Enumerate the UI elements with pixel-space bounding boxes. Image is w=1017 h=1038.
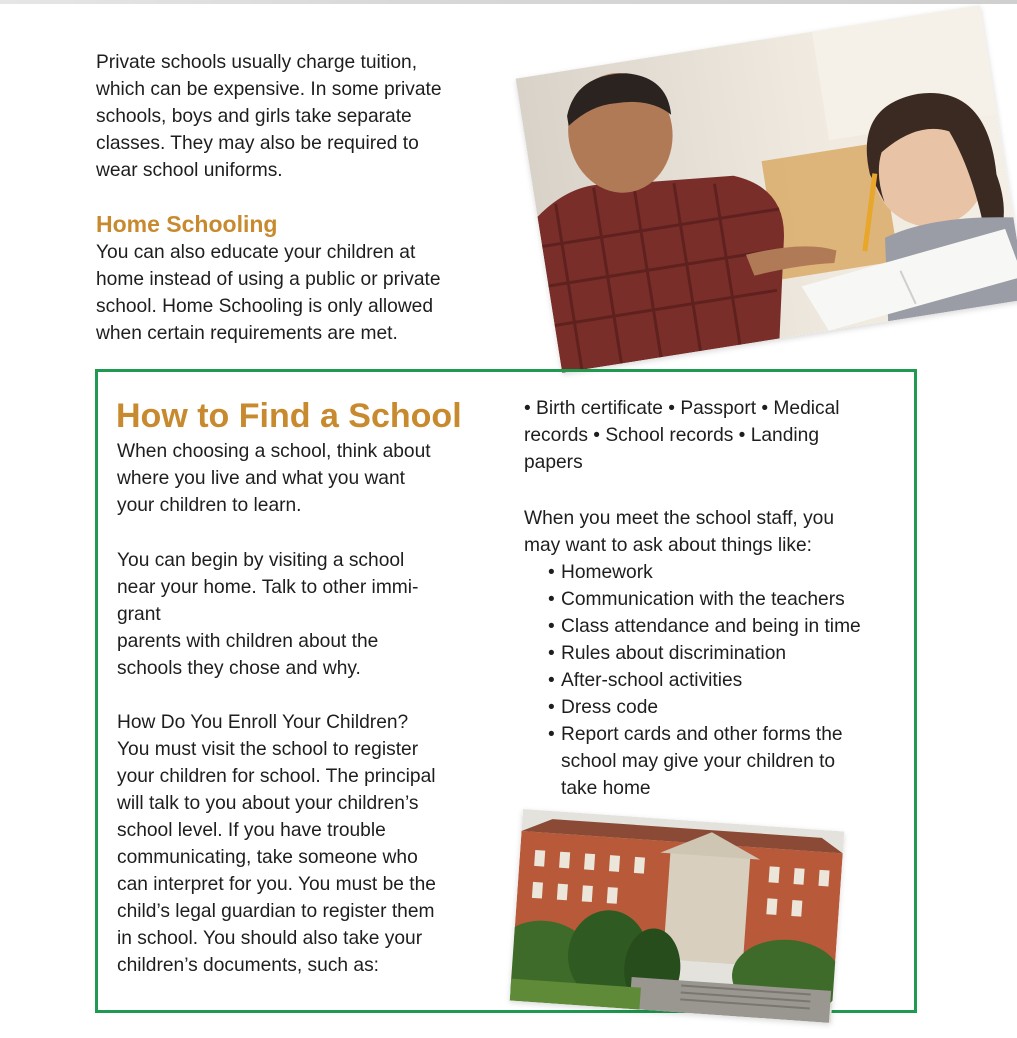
top-divider: [0, 0, 1017, 4]
list-item: • Rules about discrimination: [548, 640, 861, 667]
home-schooling-heading: Home Schooling: [96, 211, 278, 237]
private-schools-paragraph: Private schools usually charge tuition, which can be expensive. In some private schools, boys and girls take separate classes. They may also be required to wear school uniforms.: [96, 52, 442, 181]
list-item: • Communication with the teachers: [548, 586, 861, 613]
choosing-school-paragraph: When choosing a school, think about where you live and what you want your children to learn.: [117, 441, 431, 516]
list-item: • Report cards and other forms the school may give your children to take home: [548, 721, 861, 802]
documents-list: • Birth certificate • Passport • Medical records • School records • Landing papers: [524, 398, 840, 473]
homework-photo-illustration: [516, 5, 1017, 373]
how-to-find-school-title: How to Find a School: [116, 397, 462, 435]
list-item: • After-school activities: [548, 667, 861, 694]
enroll-question: How Do You Enroll Your Children?: [117, 712, 409, 733]
enroll-paragraph: You must visit the school to register your children for school. The principal will talk to you about your children’s school level. If you have trouble communicating, take someone who can interpret for you. You must be the child’s legal guardian to register them in school. You should also take your children’s documents, such as:: [117, 739, 436, 976]
school-building-photo: [510, 809, 845, 1023]
staff-questions-list: [548, 559, 861, 802]
list-item: • Dress code: [548, 694, 861, 721]
staff-questions-intro: When you meet the school staff, you may want to ask about things like:: [524, 508, 835, 556]
list-item: • Class attendance and being in time: [548, 613, 861, 640]
list-item: • Homework: [548, 559, 861, 586]
father-daughter-homework-photo: [516, 5, 1017, 373]
school-building-illustration: [510, 809, 845, 1023]
home-schooling-paragraph: You can also educate your children at home instead of using a public or private school. Home Schooling is only allowed when certain requirements are met.: [96, 242, 441, 344]
visiting-school-paragraph: You can begin by visiting a school near your home. Talk to other immi- grant parents with children about the schools they chose and why.: [117, 550, 419, 679]
